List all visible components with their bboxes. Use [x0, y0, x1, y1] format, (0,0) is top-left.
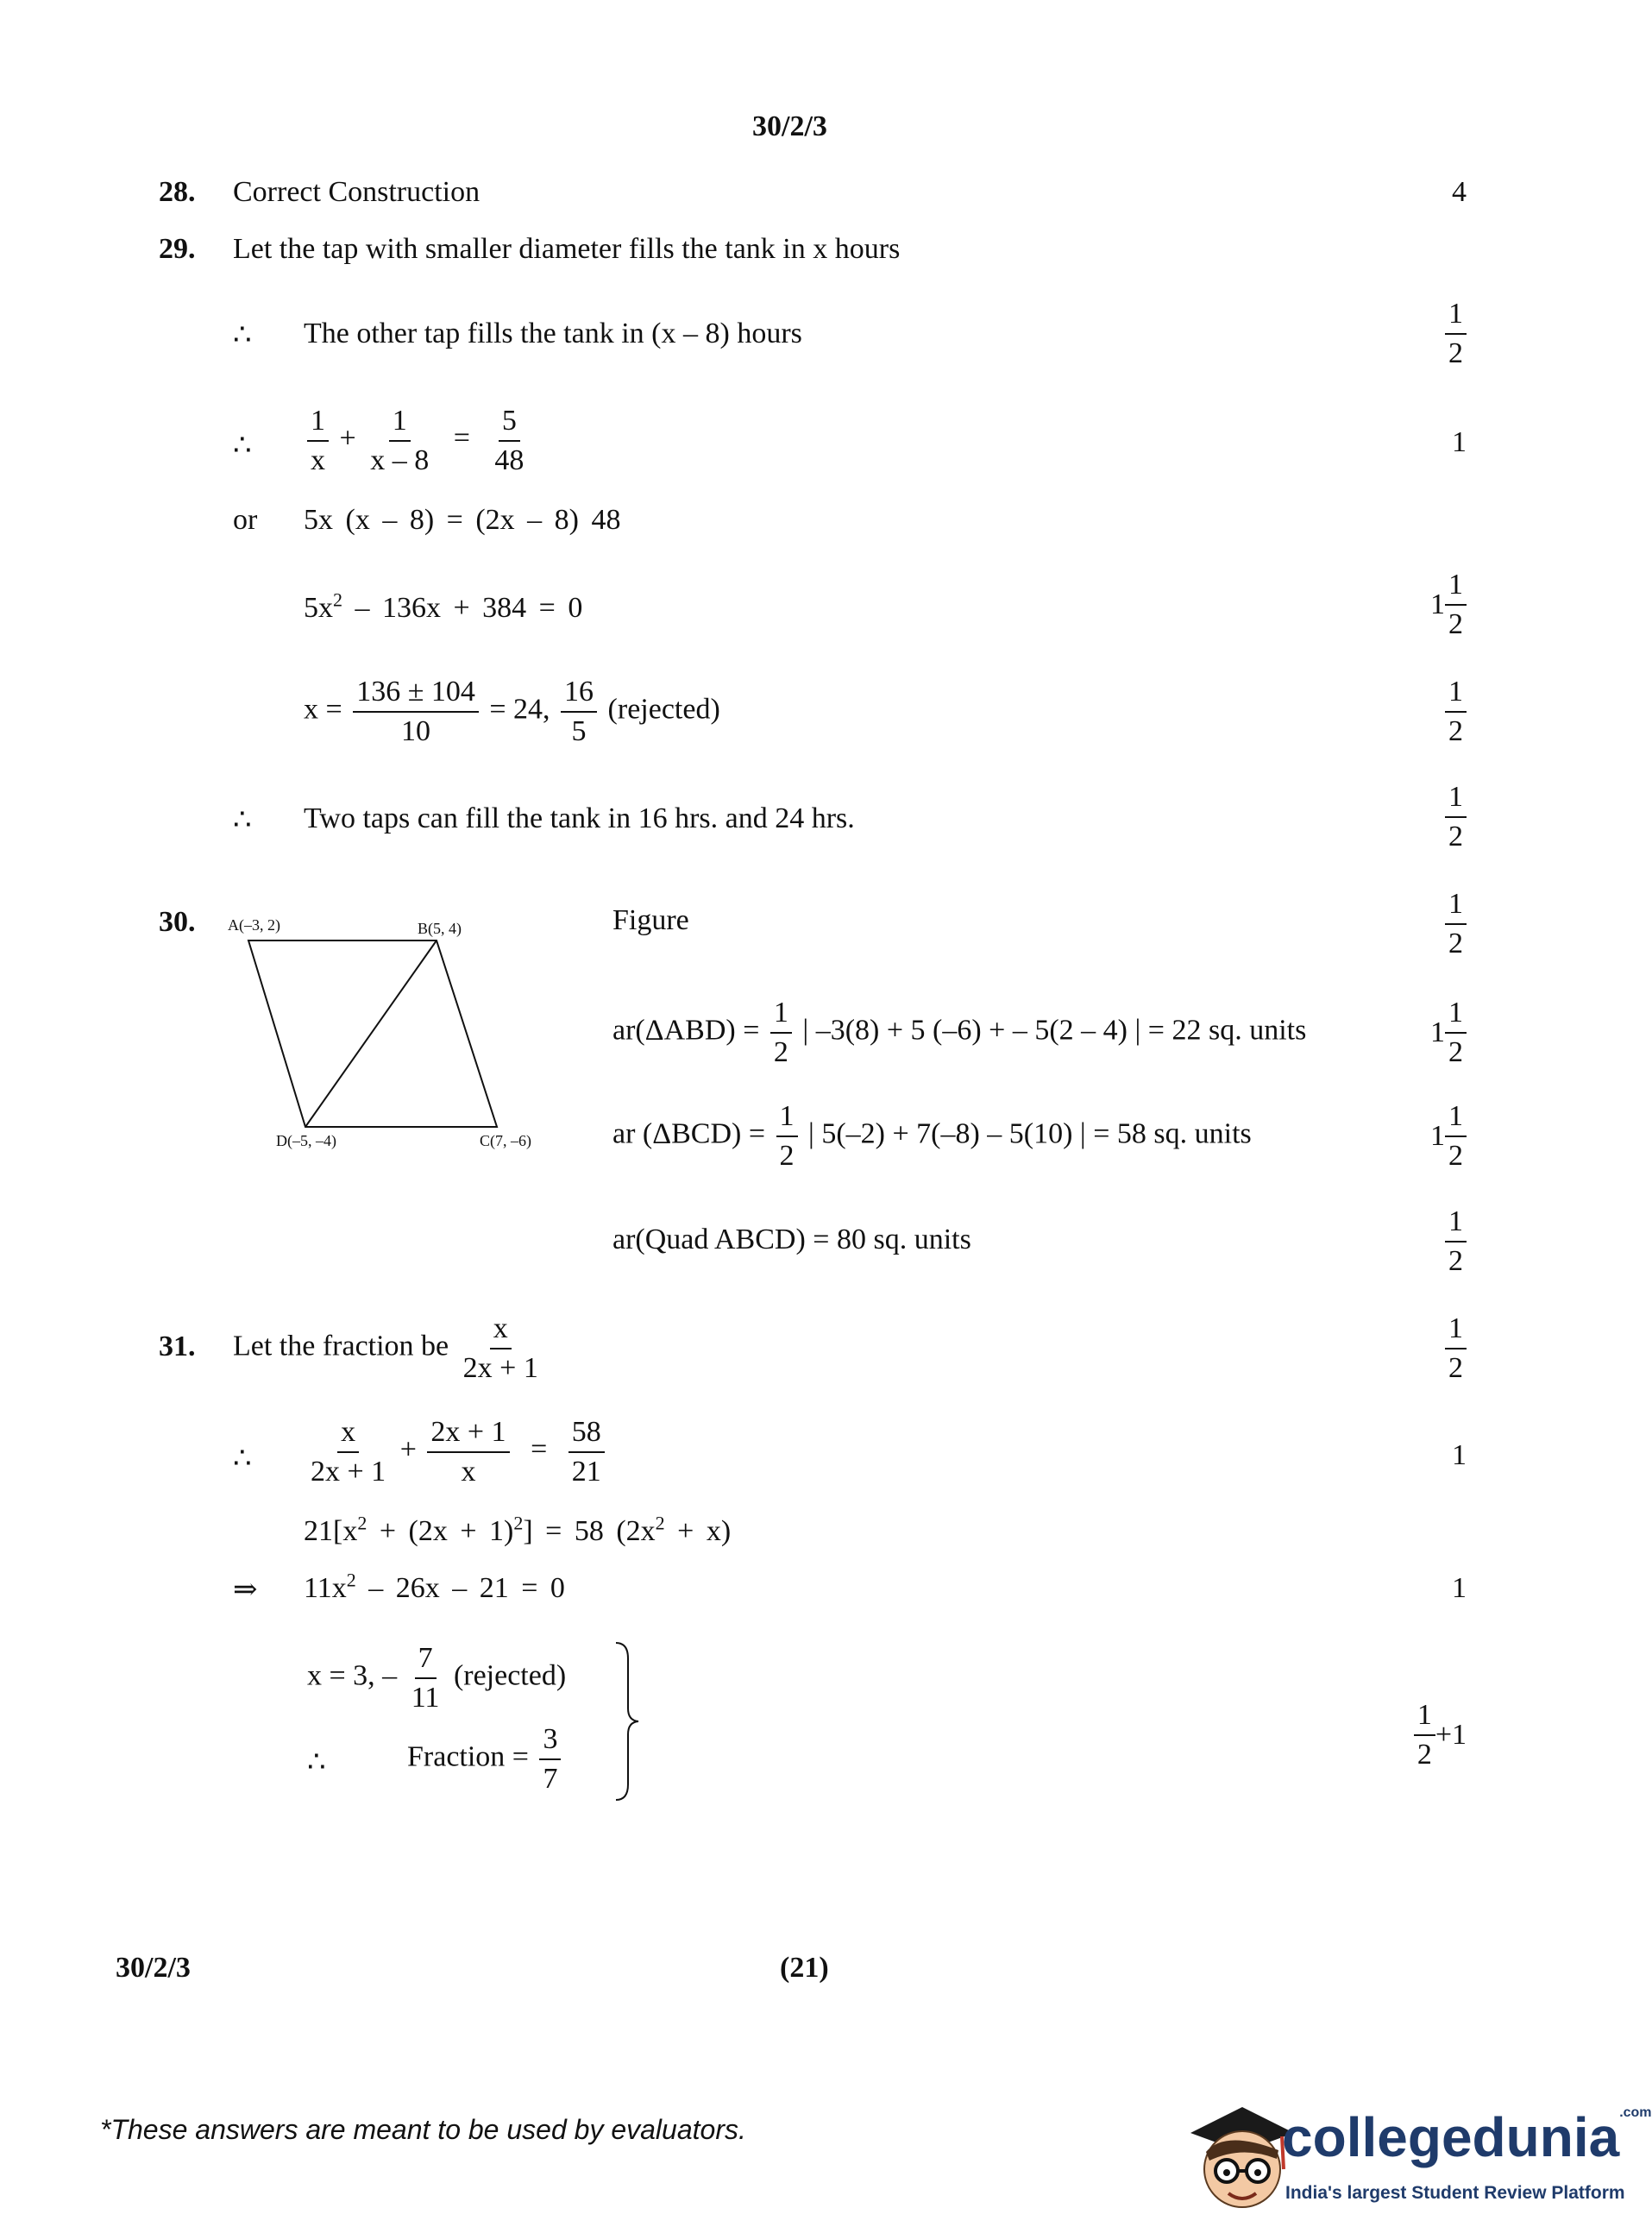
vertex-label-b: B(5, 4) [418, 920, 462, 937]
q31-fraction: Fraction = $\frac{3}{7}$ [407, 1724, 564, 1794]
q30-number: 30. [159, 906, 196, 938]
q30-area-bcd: ar (ΔBCD) = $\frac{1}{2}$ | 5(–2) + 7(–8) – 5(10) | = 58 sq. units [612, 1100, 1252, 1172]
therefore-symbol: ∴ [233, 319, 252, 351]
footer-code: 30/2/3 [116, 1952, 191, 1984]
therefore-symbol: ∴ [233, 430, 252, 462]
q28-text: Correct Construction [233, 176, 481, 208]
q31-mark-4: $\frac{1}{2}$ +1 [1414, 1700, 1467, 1770]
q30-mark-4: $\frac{1}{2}$ [1445, 1206, 1467, 1276]
q31-number: 31. [159, 1331, 196, 1362]
q30-mark-2: 1 $\frac{1}{2}$ [1430, 997, 1467, 1067]
q29-number: 29. [159, 233, 196, 265]
right-brace [611, 1639, 645, 1803]
therefore-symbol: ∴ [233, 804, 252, 836]
q29-mark-3: 1 $\frac{1}{2}$ [1430, 569, 1467, 639]
q29-mark-5: $\frac{1}{2}$ [1445, 782, 1467, 852]
q29-equation: $\frac{1}{x}$ + $\frac{1}{x - 8}$ = $\frac{5}{48}$ [304, 406, 531, 475]
q29-mark-1: $\frac{1}{2}$ [1445, 299, 1467, 368]
q29-solution: x = $\frac{136 \pm 104}{10}$ = 24, $\frac{16}{5}$ (rejected) [304, 676, 720, 747]
q28-mark: 4 [1452, 176, 1467, 208]
q29-intro: Let the tap with smaller diameter fills the tank in x hours [233, 233, 901, 265]
diagonal-bd [305, 940, 437, 1127]
therefore-symbol: ∴ [233, 1443, 252, 1475]
q31-intro: Let the fraction be $\frac{x}{2x + 1}$ [233, 1312, 538, 1384]
q31-line3: $11x^2 - 26x - 21 = 0$ [304, 1569, 565, 1604]
q31-solution: x = 3, – $\frac{7}{11}$ (rejected) [307, 1642, 567, 1714]
page-header-code: 30/2/3 [752, 110, 827, 142]
q29-line3: 5x (x – 8) = (2x – 8) 48 [304, 504, 621, 536]
brand-tagline: India's largest Student Review Platform [1285, 2183, 1625, 2203]
vertex-label-d: D(–5, –4) [276, 1132, 336, 1149]
vertex-label-c: C(7, –6) [480, 1132, 531, 1149]
q30-mark-1: $\frac{1}{2}$ [1445, 889, 1467, 959]
q31-mark-2: 1 [1452, 1439, 1467, 1471]
q31-equation: $\frac{x}{2x + 1}$ + $\frac{2x + 1}{x}$ = $\frac{58}{21}$ [304, 1417, 608, 1487]
therefore-symbol: ∴ [307, 1746, 326, 1778]
q29-mark-4: $\frac{1}{2}$ [1445, 676, 1467, 746]
q29-mark-2: 1 [1452, 426, 1467, 458]
q29-line4: $5x^2 - 136x + 384 = 0$ [304, 588, 583, 624]
q30-area-abd: ar(ΔABD) = $\frac{1}{2}$ | –3(8) + 5 (–6) + – 5(2 – 4) | = 22 sq. units [612, 997, 1307, 1068]
q30-area-quad: ar(Quad ABCD) = 80 sq. units [612, 1224, 971, 1255]
q30-figure-label: Figure [612, 904, 689, 936]
evaluator-note: *These answers are meant to be used by evaluators. [100, 2114, 746, 2145]
q29-line6: Two taps can fill the tank in 16 hrs. and 24 hrs. [304, 802, 855, 834]
brand-name: collegedunia$^{.com}$ [1282, 2105, 1652, 2168]
q29-or: or [233, 504, 258, 536]
page-number: (21) [780, 1952, 829, 1984]
parallelogram-outline [248, 940, 497, 1127]
q30-mark-3: 1 $\frac{1}{2}$ [1430, 1101, 1467, 1171]
q28-number: 28. [159, 176, 196, 208]
q31-line2: $21[x^2 + (2x + 1)^2] = 58$ $(2x^2 + x)$ [304, 1512, 732, 1547]
q31-mark-3: 1 [1452, 1572, 1467, 1604]
vertex-label-a: A(–3, 2) [228, 916, 280, 934]
implies-symbol: ⇒ [233, 1574, 258, 1606]
parallelogram-figure [221, 906, 557, 1156]
q31-mark-1: $\frac{1}{2}$ [1445, 1313, 1467, 1383]
q29-line1: The other tap fills the tank in (x – 8) hours [304, 318, 802, 349]
